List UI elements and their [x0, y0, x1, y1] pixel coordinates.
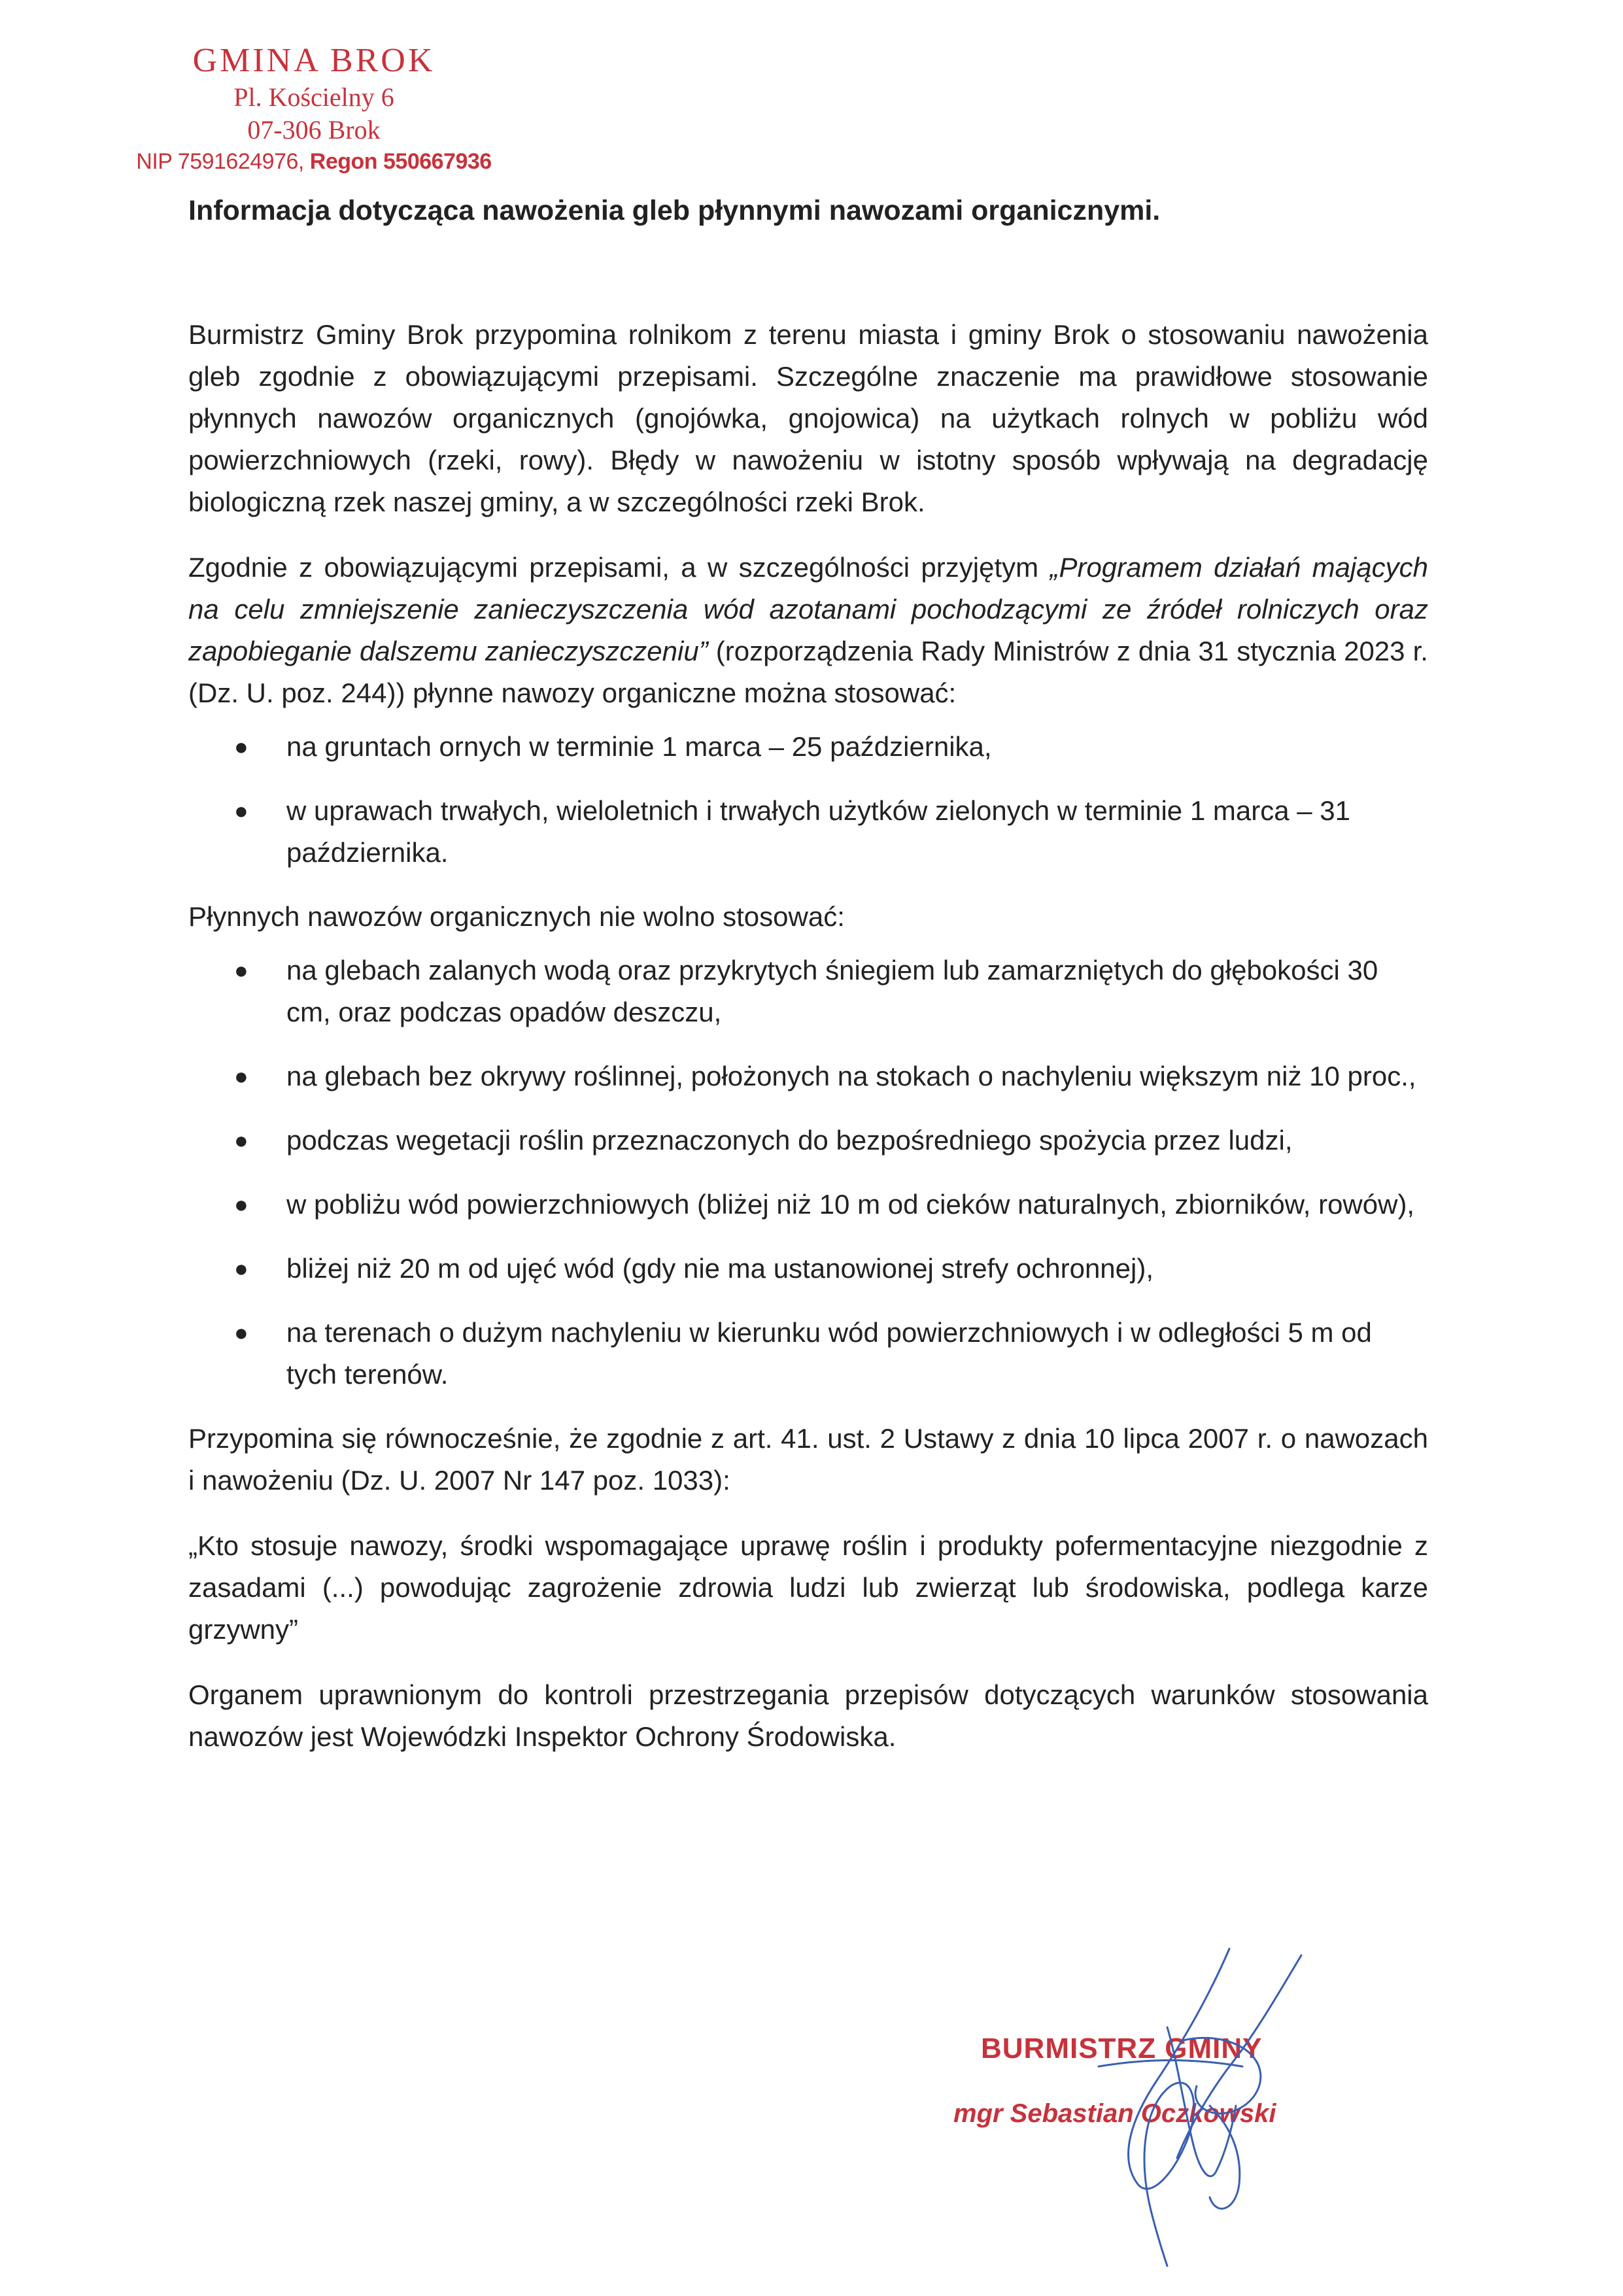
bullet-icon: ● [234, 1127, 248, 1154]
regulation-text-after: (rozporządzenia Rady Ministrów z dnia 31 stycznia 2023 r. (Dz. U. poz. 244)) płynne nawozy organiczne można stosować: [188, 636, 1428, 708]
stamp-nip: NIP 7591624976, [136, 149, 304, 174]
allowed-list [188, 726, 1428, 874]
bullet-icon: ● [234, 1255, 248, 1282]
stamp-regon: Regon 550667936 [309, 149, 492, 174]
list-item: ● bliżej niż 20 m od ujęć wód (gdy nie ma ustanowionej strefy ochronnej), [188, 1248, 1428, 1290]
list-item: ● na gruntach ornych w terminie 1 marca – 25 października, [188, 726, 1428, 768]
list-item: ● na glebach zalanych wodą oraz przykrytych śniegiem lub zamarzniętych do głębokości 30 cm, oraz podczas opadów deszczu, [188, 950, 1428, 1033]
bullet-icon: ● [234, 797, 248, 824]
stamp-name: GMINA BROK [192, 42, 436, 79]
list-item: ● w pobliżu wód powierzchniowych (bliżej niż 10 m od cieków naturalnych, zbiorników, rowów), [188, 1184, 1428, 1225]
bullet-icon: ● [234, 1063, 248, 1089]
municipality-stamp [131, 41, 497, 177]
signature-block [902, 1910, 1412, 2276]
document-body [188, 190, 1428, 1758]
handwritten-signature [902, 1910, 1412, 2276]
list-item: ● w uprawach trwałych, wieloletnich i trwałych użytków zielonych w terminie 1 marca – 31 października. [188, 790, 1428, 874]
signature-name: mgr Sebastian Oczkowski [953, 2099, 1276, 2128]
list-item: ● na terenach o dużym nachyleniu w kierunku wód powierzchniowych i w odległości 5 m od tych terenów. [188, 1312, 1428, 1396]
signature-title: BURMISTRZ GMINY [981, 2032, 1263, 2065]
document-title: Informacja dotycząca nawożenia gleb płynnymi nawozami organicznymi. [188, 195, 1161, 226]
prohibited-list [188, 950, 1428, 1396]
reminder-paragraph: Przypomina się równocześnie, że zgodnie z art. 41. ust. 2 Ustawy z dnia 10 lipca 2007 r. o nawozach i nawożeniu (Dz. U. 2007 Nr 147 poz. 1033): [188, 1423, 1428, 1496]
bullet-icon: ● [234, 1191, 248, 1218]
authority-paragraph: Organem uprawnionym do kontroli przestrzegania przepisów dotyczących warunków stosowania nawozów jest Wojewódzki Inspektor Ochrony Środowiska. [188, 1679, 1428, 1752]
prohibited-heading: Płynnych nawozów organicznych nie wolno stosować: [188, 901, 845, 932]
law-quote: „Kto stosuje nawozy, środki wspomagające uprawę roślin i produkty pofermentacyjne niezgodnie z zasadami (...) powodując zagrożenie zdrowia ludzi lub zwierząt lub środowiska, podlega karze grzywny” [188, 1530, 1428, 1645]
list-item: ● podczas wegetacji roślin przeznaczonych do bezpośredniego spożycia przez ludzi, [188, 1120, 1428, 1161]
bullet-icon: ● [234, 733, 248, 760]
intro-paragraph: Burmistrz Gminy Brok przypomina rolnikom z terenu miasta i gminy Brok o stosowaniu nawożenia gleb zgodnie z obowiązującymi przepisami. Szczególne znaczenie ma prawidłowe stosowanie płynnych nawozów organicznych (gnojówka, gnojowica) na użytkach rolnych w pobliżu wód powierzchniowych (rzeki, rowy). Błędy w nawożeniu w istotny sposób wpływają na degradację biologiczną rzek naszej gminy, a w szczególności rzeki Brok. [188, 319, 1428, 517]
regulation-paragraph [188, 547, 1428, 714]
regulation-text-before: Zgodnie z obowiązującymi przepisami, a w szczególności przyjętym [188, 552, 1050, 583]
stamp-address-line1: Pl. Kościelny 6 [233, 82, 394, 112]
list-item: ● na glebach bez okrywy roślinnej, położonych na stokach o nachyleniu większym niż 10 proc., [188, 1055, 1428, 1097]
stamp-address-line2: 07-306 Brok [247, 115, 381, 145]
stamp-ids [131, 146, 497, 177]
bullet-icon: ● [234, 957, 248, 984]
regulation-program-title: „Programem działań mających na celu zmniejszenie zanieczyszczenia wód azotanami pochodzącymi ze źródeł rolniczych oraz zapobieganie dalszemu zanieczyszczeniu” [188, 552, 1428, 666]
bullet-icon: ● [234, 1319, 248, 1346]
